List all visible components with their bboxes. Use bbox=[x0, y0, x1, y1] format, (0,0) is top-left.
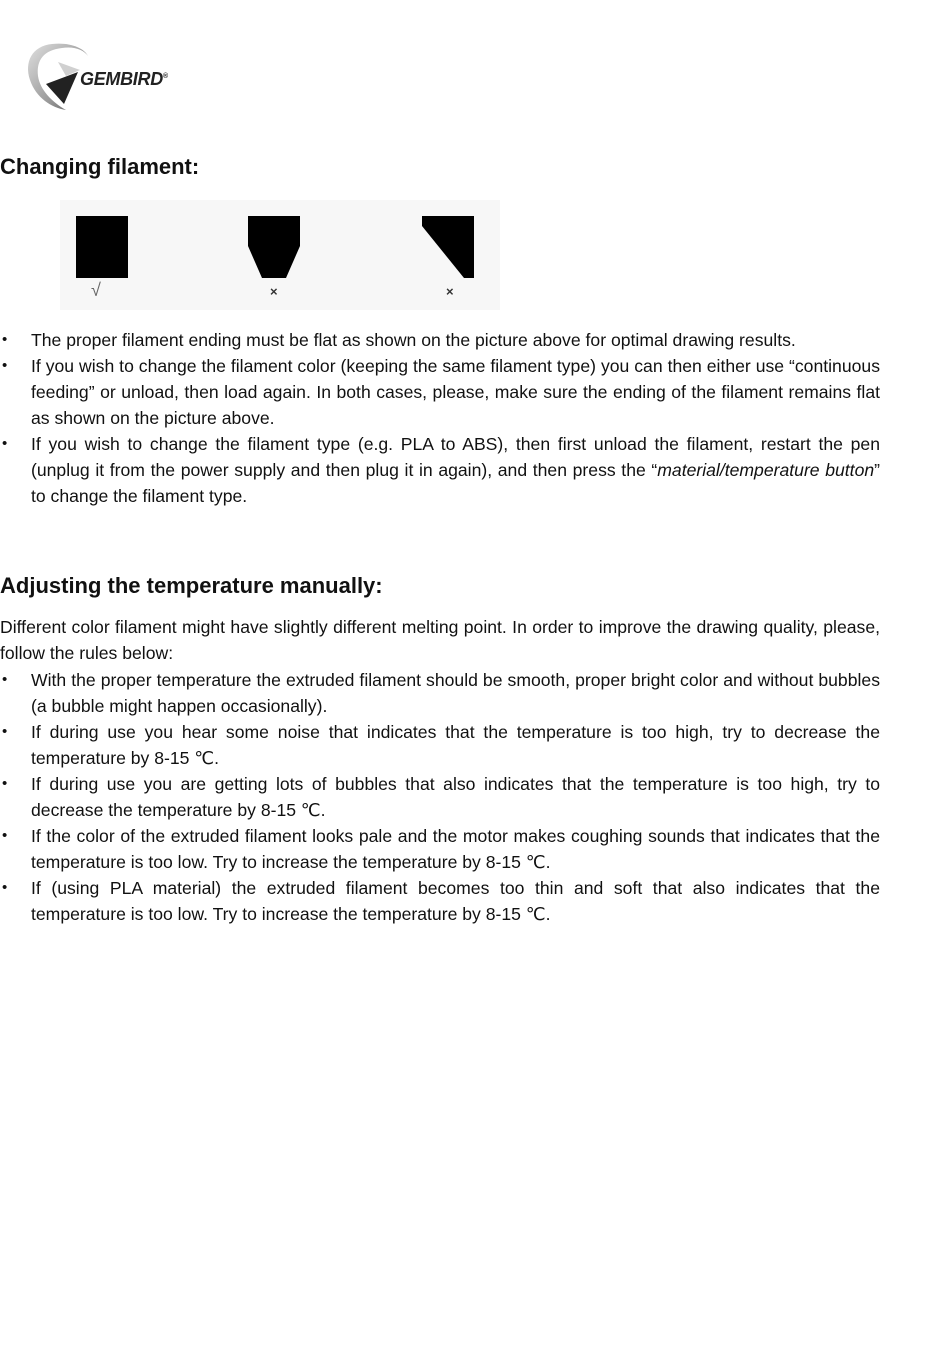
list-item: • If (using PLA material) the extruded filament becomes too thin and soft that also indicates that the temperature is too low. Try to increase the temperature by 8-15 ℃. bbox=[0, 875, 880, 927]
wrong-mark-icon: × bbox=[270, 284, 278, 299]
list-item: • The proper filament ending must be flat as shown on the picture above for optimal drawing results. bbox=[0, 327, 880, 353]
temperature-intro: Different color filament might have slightly different melting point. In order to improve the drawing quality, please, follow the rules below: bbox=[0, 617, 880, 663]
section-heading-temperature: Adjusting the temperature manually: bbox=[0, 573, 383, 598]
registered-mark: ® bbox=[162, 73, 168, 80]
temperature-rules-list bbox=[0, 667, 880, 927]
button-name: material/temperature button bbox=[657, 460, 875, 480]
filament-shapes-illustration bbox=[60, 200, 500, 310]
list-item: • If during use you hear some noise that indicates that the temperature is too high, try to decrease the temperature by 8-15 ℃. bbox=[0, 719, 880, 771]
flat-ending-shape bbox=[76, 216, 128, 278]
section-heading-changing-filament: Changing filament: bbox=[0, 154, 200, 179]
filament-instructions-list bbox=[0, 327, 880, 509]
wrong-mark-icon: × bbox=[446, 284, 454, 299]
list-item: • If you wish to change the filament type (e.g. PLA to ABS), then first unload the filament, restart the pen (unplug it from the power supply and then plug it in again), and then press the “material/temperature button” to change the filament type. bbox=[0, 431, 880, 509]
list-item: • If you wish to change the filament color (keeping the same filament type) you can then either use “continuous feeding” or unload, then load again. In both cases, please, make sure the ending of the filament remains flat as shown on the picture above. bbox=[0, 353, 880, 431]
filament-ending-figure bbox=[60, 200, 500, 310]
list-item: • With the proper temperature the extruded filament should be smooth, proper bright color and without bubbles (a bubble might happen occasionally). bbox=[0, 667, 880, 719]
list-item: • If during use you are getting lots of bubbles that also indicates that the temperature is too high, try to decrease the temperature by 8-15 ℃. bbox=[0, 771, 880, 823]
gembird-logo bbox=[22, 40, 192, 116]
list-item: • If the color of the extruded filament looks pale and the motor makes coughing sounds that indicates that the temperature is too low. Try to increase the temperature by 8-15 ℃. bbox=[0, 823, 880, 875]
correct-mark-icon: √ bbox=[91, 280, 101, 300]
brand-name: GEMBIRD bbox=[80, 69, 163, 89]
